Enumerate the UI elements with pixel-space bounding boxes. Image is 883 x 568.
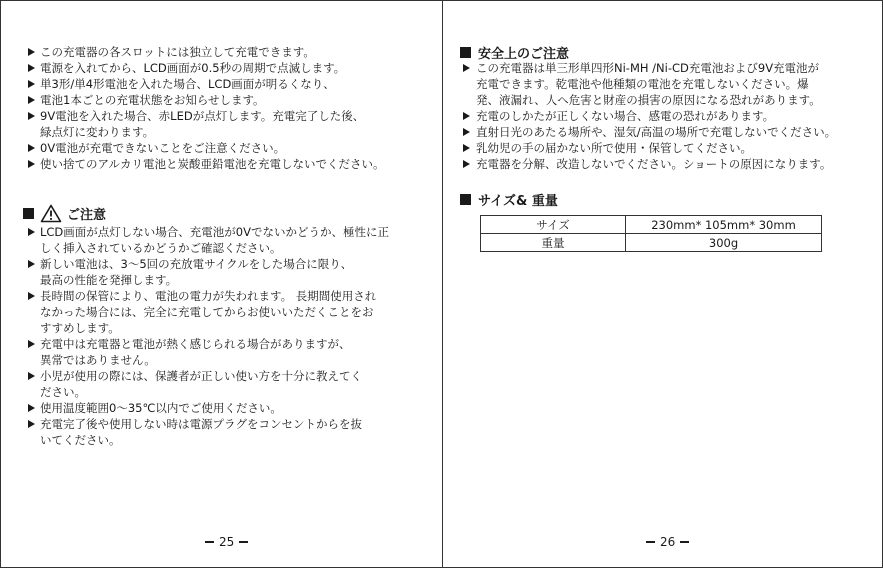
list-item: 小児が使用の際には、保護者が正しい使い方を十分に教えてく ださい。: [6, 368, 426, 400]
list-item: 乳幼児の手の届かない所で使用・保管してください。: [443, 140, 879, 156]
weight-value: 300g: [626, 234, 822, 252]
page-number: 26: [641, 535, 694, 549]
list-item: 9V電池を入れた場合、赤LEDが点灯します。充電完了した後、 緑点灯に変わります。: [6, 108, 426, 140]
black-square-icon: [460, 194, 471, 205]
dash-decoration: [646, 541, 655, 543]
black-square-icon: [460, 47, 471, 58]
right-page: [443, 1, 882, 567]
triangle-bullet-icon: [28, 292, 35, 300]
dash-decoration: [239, 541, 248, 543]
triangle-bullet-icon: [28, 80, 35, 88]
list-item: この充電器は単三形単四形Ni-MH /Ni-CD充電池および9V充電池が 充電できます。乾電池や他種類の電池を充電しないください。爆 発、液漏れ、人へ危害と財産の損害の原因になる恐れがあります。: [443, 60, 879, 108]
triangle-bullet-icon: [28, 404, 35, 412]
left-page: [1, 1, 442, 567]
list-item: 直射日光のあたる場所や、湿気/高温の場所で充電しないでください。: [443, 124, 879, 140]
size-weight-heading: [460, 190, 558, 209]
triangle-bullet-icon: [463, 160, 470, 168]
triangle-bullet-icon: [28, 48, 35, 56]
list-item: この充電器の各スロットには独立して充電できます。: [6, 44, 426, 60]
triangle-bullet-icon: [463, 128, 470, 136]
triangle-bullet-icon: [28, 372, 35, 380]
size-weight-title: サイズ& 重量: [478, 194, 558, 209]
triangle-bullet-icon: [28, 260, 35, 268]
table-row: [481, 216, 822, 234]
triangle-bullet-icon: [463, 144, 470, 152]
list-item: 充電のしかたが正しくない場合、感電の恐れがあります。: [443, 108, 879, 124]
list-item: 使用温度範囲0〜35℃以内でご使用ください。: [6, 400, 426, 416]
triangle-bullet-icon: [28, 96, 35, 104]
caution-title: ご注意: [67, 208, 107, 223]
size-label: サイズ: [481, 216, 626, 234]
caution-heading: [23, 204, 106, 223]
safety-title: 安全上のご注意: [478, 47, 570, 62]
weight-label: 重量: [481, 234, 626, 252]
dash-decoration: [680, 541, 689, 543]
triangle-bullet-icon: [28, 228, 35, 236]
triangle-bullet-icon: [28, 420, 35, 428]
triangle-bullet-icon: [463, 112, 470, 120]
list-item: 単3形/単4形電池を入れた場合、LCD画面が明るくなり、: [6, 76, 426, 92]
spec-table: [480, 215, 822, 252]
safety-list: [443, 60, 879, 172]
list-item: LCD画面が点灯しない場合、充電池が0Vでないかどうか、極性に正 しく挿入されているかどうかご確認ください。: [6, 224, 426, 256]
list-item: 使い捨てのアルカリ電池と炭酸亜鉛電池を充電しないでください。: [6, 156, 426, 172]
triangle-bullet-icon: [28, 340, 35, 348]
triangle-bullet-icon: [28, 144, 35, 152]
triangle-bullet-icon: [463, 64, 470, 72]
list-item: 長時間の保管により、電池の電力が失われます。 長期間使用され なかった場合には、完全に充電してからお使いいただくことをお すすめします。: [6, 288, 426, 336]
black-square-icon: [23, 208, 34, 219]
table-row: [481, 234, 822, 252]
list-item: 0V電池が充電できないことをご注意ください。: [6, 140, 426, 156]
triangle-bullet-icon: [28, 64, 35, 72]
warning-triangle-icon: [40, 204, 62, 223]
caution-list: [6, 224, 426, 448]
list-item: 充電完了後や使用しない時は電源プラグをコンセントからを抜 いてください。: [6, 416, 426, 448]
page-number: 25: [200, 535, 253, 549]
triangle-bullet-icon: [28, 112, 35, 120]
dash-decoration: [205, 541, 214, 543]
list-item: 充電中は充電器と電池が熱く感じられる場合がありますが、 異常ではありません。: [6, 336, 426, 368]
list-item: 電池1本ごとの充電状態をお知らせします。: [6, 92, 426, 108]
list-item: 充電器を分解、改造しないでください。ショートの原因になります。: [443, 156, 879, 172]
list-item: 電源を入れてから、LCD画面が0.5秒の周期で点滅します。: [6, 60, 426, 76]
size-value: 230mm* 105mm* 30mm: [626, 216, 822, 234]
triangle-bullet-icon: [28, 160, 35, 168]
list-item: 新しい電池は、3〜5回の充放電サイクルをした場合に限り、 最高の性能を発揮します。: [6, 256, 426, 288]
features-list: [6, 44, 426, 172]
